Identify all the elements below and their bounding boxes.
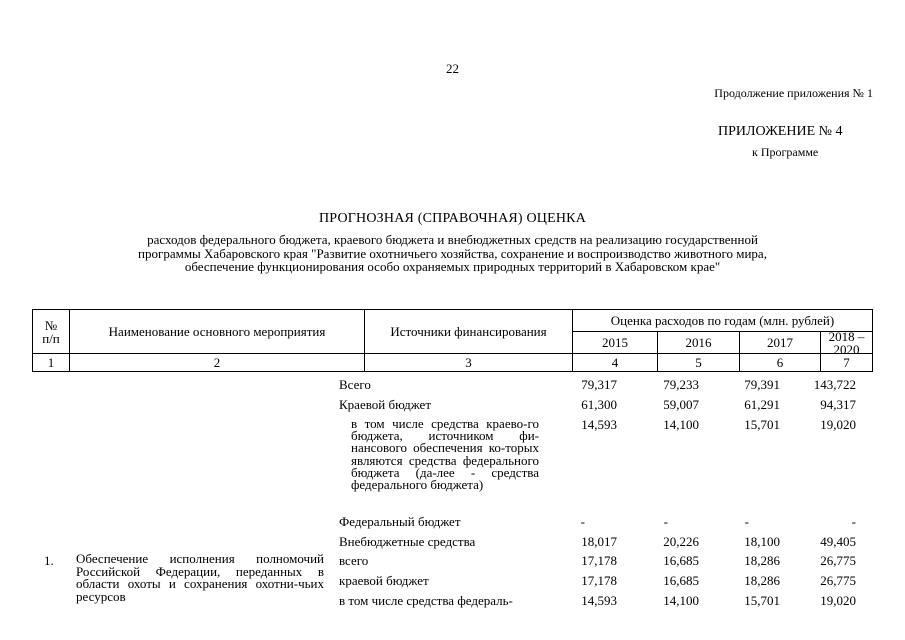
column-number: 5 — [657, 353, 739, 372]
appendix-title: ПРИЛОЖЕНИЕ № 4 — [718, 124, 843, 139]
value-2015: 18,017 — [581, 534, 617, 549]
subtitle-line: обеспечение функционирования особо охраняемых природных территорий в Хабаровском крае" — [184, 259, 721, 274]
value-2016: 16,685 — [663, 553, 699, 568]
value-2017: 15,701 — [744, 593, 780, 608]
value-2017: 15,701 — [744, 417, 780, 432]
value-2017: 18,286 — [744, 553, 780, 568]
value-2015: 14,593 — [581, 417, 617, 432]
value-2015: 79,317 — [581, 377, 617, 392]
value-2015: 17,178 — [581, 573, 617, 588]
activity-number: 1. — [44, 553, 54, 568]
column-number: 2 — [69, 353, 364, 372]
value-2015: - — [580, 514, 585, 529]
funding-source: в том числе средства краево-го бюджета, источником фи-нансового обеспечения ко-торых являются средства федерального бюджета (да-лее - средства федерального бюджета) — [351, 416, 539, 493]
header-estimate: Оценка расходов по годам (млн. рублей) — [572, 309, 873, 331]
value-2015: 14,593 — [581, 593, 617, 608]
header-num: № п/п — [32, 309, 69, 353]
column-number: 3 — [364, 353, 572, 372]
value-2016: 20,226 — [663, 534, 699, 549]
value-2015: 17,178 — [581, 553, 617, 568]
value-2018-2020: 19,020 — [820, 593, 856, 608]
subtitle-line: расходов федерального бюджета, краевого бюджета и внебюджетных средств на реализацию государственной — [147, 232, 758, 247]
funding-source: Федеральный бюджет — [339, 514, 461, 529]
header-year: 2017 — [739, 331, 820, 353]
value-2017: 61,291 — [744, 397, 780, 412]
funding-source: Краевой бюджет — [339, 397, 432, 412]
value-2017: 79,391 — [744, 377, 780, 392]
funding-source: всего — [339, 553, 369, 568]
funding-source: краевой бюджет — [339, 573, 429, 588]
value-2017: 18,100 — [744, 534, 780, 549]
value-2015: 61,300 — [581, 397, 617, 412]
column-number: 4 — [572, 353, 657, 372]
value-2018-2020: 94,317 — [820, 397, 856, 412]
value-2016: 16,685 — [663, 573, 699, 588]
column-number: 1 — [32, 353, 69, 372]
subtitle-line: программы Хабаровского края "Развитие охотничьего хозяйства, сохранение и воспроизводство животного мира, — [138, 245, 767, 261]
continuation-note: Продолжение приложения № 1 — [714, 86, 873, 100]
header-year: 2015 — [572, 331, 657, 353]
value-2017: 18,286 — [744, 573, 780, 588]
value-2018-2020: 19,020 — [820, 417, 856, 432]
funding-source: в том числе средства федераль- — [339, 593, 513, 608]
value-2017: - — [744, 514, 749, 529]
value-2016: 14,100 — [663, 593, 699, 608]
page-number: 22 — [446, 61, 459, 76]
header-year: 2016 — [657, 331, 739, 353]
document-title: ПРОГНОЗНАЯ (СПРАВОЧНАЯ) ОЦЕНКА — [318, 211, 587, 226]
header-activity-name: Наименование основного мероприятия — [69, 309, 364, 353]
value-2018-2020: 26,775 — [820, 573, 856, 588]
value-2018-2020: - — [851, 514, 856, 529]
value-2018-2020: 49,405 — [820, 534, 856, 549]
value-2018-2020: 143,722 — [813, 377, 856, 392]
value-2018-2020: 26,775 — [820, 553, 856, 568]
value-2016: 79,233 — [663, 377, 699, 392]
header-funding-source: Источники финансирования — [364, 309, 572, 353]
value-2016: 59,007 — [663, 397, 699, 412]
activity-name: Обеспечение исполнения полномочий Российской Федерации, переданных в области охоты и сохранения охотни-чьих ресурсов — [76, 551, 324, 604]
funding-source: Внебюджетные средства — [339, 534, 476, 549]
column-number: 7 — [820, 353, 873, 372]
value-2016: - — [663, 514, 668, 529]
header-year: 2018 – 2020 — [820, 331, 873, 353]
appendix-subtitle: к Программе — [752, 145, 819, 159]
value-2016: 14,100 — [663, 417, 699, 432]
funding-source: Всего — [339, 377, 371, 392]
column-number: 6 — [739, 353, 820, 372]
